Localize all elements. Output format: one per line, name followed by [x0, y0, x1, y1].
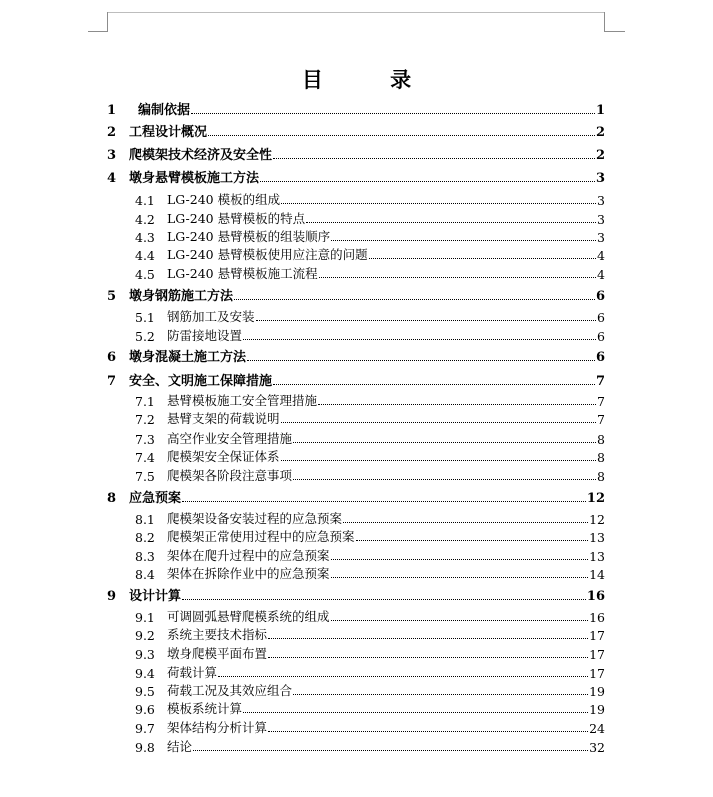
toc-entry-page-number: 3 — [597, 193, 605, 208]
toc-entry[interactable] — [107, 663, 605, 681]
toc-dot-leader — [247, 360, 595, 361]
toc-entry-number: 7 — [107, 374, 117, 389]
toc-dot-leader — [281, 422, 597, 423]
toc-entry-label: 墩身钢筋施工方法 — [129, 289, 234, 304]
toc-entry-label: 编制依据 — [129, 103, 191, 118]
toc-entry[interactable] — [107, 509, 605, 527]
toc-entry-page-number: 16 — [586, 589, 605, 604]
toc-entry-label: 爬模架设备安装过程的应急预案 — [167, 511, 343, 526]
toc-entry-page-number: 4 — [597, 267, 605, 282]
toc-entry-label: 工程设计概况 — [129, 125, 208, 140]
toc-entry-number: 5 — [107, 289, 117, 304]
toc-entry[interactable] — [107, 371, 605, 389]
toc-entry-page-number: 32 — [589, 740, 605, 755]
toc-entry-page-number: 7 — [597, 394, 605, 409]
toc-entry-label: 应急预案 — [129, 491, 182, 506]
toc-entry-label: 模板系统计算 — [167, 701, 243, 716]
toc-dot-leader — [260, 181, 595, 182]
toc-entry-label: 钢筋加工及安装 — [167, 309, 255, 324]
toc-dot-leader — [234, 299, 595, 300]
toc-entry[interactable] — [107, 546, 605, 564]
toc-entry-number: 9 — [107, 589, 117, 604]
toc-entry-number: 5.2 — [135, 329, 155, 344]
toc-entry-page-number: 14 — [589, 567, 605, 582]
toc-entry-label: 荷载工况及其效应组合 — [167, 683, 293, 698]
toc-entry[interactable] — [107, 699, 605, 717]
toc-entry[interactable] — [107, 409, 605, 427]
toc-entry-label: 设计计算 — [129, 589, 182, 604]
toc-dot-leader — [268, 657, 588, 658]
toc-entry[interactable] — [107, 245, 605, 263]
toc-entry[interactable] — [107, 466, 605, 484]
toc-dot-leader — [182, 501, 586, 502]
toc-entry-number: 5.1 — [135, 310, 155, 325]
crop-mark-top-left-horizontal — [88, 31, 108, 32]
toc-dot-leader — [218, 676, 588, 677]
toc-entry-page-number: 8 — [597, 450, 605, 465]
toc-entry-number: 4.2 — [135, 212, 155, 227]
toc-entry-number: 9.3 — [135, 647, 155, 662]
toc-entry-page-number: 13 — [589, 549, 605, 564]
toc-entry-number: 9.4 — [135, 666, 155, 681]
toc-entry-number: 7.4 — [135, 450, 155, 465]
toc-entry-label: 墩身悬臂模板施工方法 — [129, 171, 260, 186]
toc-dot-leader — [281, 460, 597, 461]
toc-entry-number: 1 — [107, 103, 117, 118]
toc-entry[interactable] — [107, 347, 605, 365]
crop-mark-top-left-vertical — [107, 12, 108, 32]
toc-dot-leader — [268, 731, 588, 732]
toc-entry-number: 9.2 — [135, 628, 155, 643]
toc-entry-page-number: 12 — [589, 512, 605, 527]
toc-entry[interactable] — [107, 286, 605, 304]
toc-entry[interactable] — [107, 100, 605, 118]
toc-entry[interactable] — [107, 607, 605, 625]
toc-dot-leader — [331, 559, 589, 560]
toc-entry-number: 9.5 — [135, 684, 155, 699]
toc-entry-number: 4.5 — [135, 267, 155, 282]
toc-entry[interactable] — [107, 391, 605, 409]
toc-entry[interactable] — [107, 429, 605, 447]
toc-dot-leader — [331, 577, 589, 578]
toc-entry-page-number: 24 — [589, 721, 605, 736]
toc-entry[interactable] — [107, 326, 605, 344]
toc-dot-leader — [273, 384, 595, 385]
toc-dot-leader — [191, 113, 595, 114]
toc-entry-label: LG-240 悬臂模板的特点 — [167, 211, 306, 226]
toc-entry-label: 结论 — [167, 739, 193, 754]
toc-entry-number: 9.8 — [135, 740, 155, 755]
toc-entry-label: 荷载计算 — [167, 665, 218, 680]
toc-entry-number: 6 — [107, 350, 117, 365]
toc-entry-page-number: 3 — [597, 212, 605, 227]
toc-entry[interactable] — [107, 644, 605, 662]
toc-entry-number: 4.4 — [135, 248, 155, 263]
toc-entry-label: LG-240 悬臂模板施工流程 — [167, 266, 318, 281]
toc-entry[interactable] — [107, 264, 605, 282]
toc-dot-leader — [369, 258, 596, 259]
page-top-border — [108, 12, 605, 13]
toc-entry-number: 7.2 — [135, 412, 155, 427]
toc-entry[interactable] — [107, 488, 605, 506]
toc-entry-number: 9.7 — [135, 721, 155, 736]
toc-entry[interactable] — [107, 681, 605, 699]
toc-entry[interactable] — [107, 586, 605, 604]
toc-entry[interactable] — [107, 307, 605, 325]
toc-dot-leader — [293, 694, 588, 695]
toc-entry-label: 墩身混凝土施工方法 — [129, 350, 247, 365]
toc-entry[interactable] — [107, 168, 605, 186]
toc-entry-number: 7.3 — [135, 432, 155, 447]
toc-entry-number: 8.2 — [135, 530, 155, 545]
toc-dot-leader — [208, 135, 595, 136]
toc-entry[interactable] — [107, 527, 605, 545]
toc-entry[interactable] — [107, 190, 605, 208]
toc-dot-leader — [331, 620, 589, 621]
toc-entry-label: 爬模架各阶段注意事项 — [167, 468, 293, 483]
toc-entry-label: 防雷接地设置 — [167, 328, 243, 343]
toc-entry-page-number: 17 — [589, 666, 605, 681]
toc-entry-number: 8 — [107, 491, 117, 506]
toc-entry-label: LG-240 模板的组成 — [167, 192, 281, 207]
toc-entry-number: 9.6 — [135, 702, 155, 717]
toc-title: 目 录 — [301, 67, 442, 92]
toc-dot-leader — [182, 599, 586, 600]
toc-dot-leader — [319, 277, 596, 278]
toc-entry-page-number: 2 — [595, 125, 605, 140]
toc-dot-leader — [256, 320, 597, 321]
toc-entry-label: 悬臂支架的荷载说明 — [167, 411, 280, 426]
toc-entry-number: 8.4 — [135, 567, 155, 582]
toc-entry[interactable] — [107, 447, 605, 465]
toc-dot-leader — [318, 404, 596, 405]
toc-entry-number: 4.3 — [135, 230, 155, 245]
toc-entry-page-number: 6 — [597, 310, 605, 325]
toc-dot-leader — [306, 222, 596, 223]
toc-entry-label: 墩身爬模平面布置 — [167, 646, 268, 661]
toc-entry-page-number: 8 — [597, 469, 605, 484]
toc-dot-leader — [293, 442, 596, 443]
toc-entry[interactable] — [107, 209, 605, 227]
toc-entry-label: 爬模架正常使用过程中的应急预案 — [167, 529, 355, 544]
toc-entry-label: 爬模架安全保证体系 — [167, 449, 280, 464]
toc-entry-number: 3 — [107, 148, 117, 163]
toc-entry-label: 安全、文明施工保障措施 — [129, 374, 273, 389]
toc-entry-page-number: 3 — [595, 171, 605, 186]
toc-dot-leader — [281, 203, 596, 204]
toc-entry-label: 可调圆弧悬臂爬模系统的组成 — [167, 609, 330, 624]
toc-dot-leader — [293, 479, 596, 480]
toc-entry[interactable] — [107, 145, 605, 163]
toc-entry-page-number: 3 — [597, 230, 605, 245]
toc-entry-page-number: 6 — [597, 329, 605, 344]
toc-entry-number: 7.5 — [135, 469, 155, 484]
toc-entry-label: 高空作业安全管理措施 — [167, 431, 293, 446]
toc-entry-number: 8.3 — [135, 549, 155, 564]
toc-entry[interactable] — [107, 227, 605, 245]
toc-entry-page-number: 1 — [595, 103, 605, 118]
toc-entry-page-number: 16 — [589, 610, 605, 625]
crop-mark-top-right-horizontal — [605, 31, 625, 32]
toc-entry-number: 4 — [107, 171, 117, 186]
toc-entry-number: 8.1 — [135, 512, 155, 527]
toc-entry[interactable] — [107, 737, 605, 755]
toc-entry-number: 2 — [107, 125, 117, 140]
crop-mark-top-right-vertical — [604, 12, 605, 32]
toc-entry-label: 系统主要技术指标 — [167, 627, 268, 642]
toc-entry[interactable] — [107, 564, 605, 582]
toc-entry-number: 7.1 — [135, 394, 155, 409]
toc-entry-label: 架体结构分析计算 — [167, 720, 268, 735]
toc-entry-page-number: 2 — [595, 148, 605, 163]
toc-dot-leader — [343, 522, 588, 523]
toc-dot-leader — [273, 158, 595, 159]
toc-entry-page-number: 17 — [589, 647, 605, 662]
toc-dot-leader — [193, 750, 588, 751]
toc-entry-page-number: 12 — [586, 491, 605, 506]
toc-entry-label: 爬模架技术经济及安全性 — [129, 148, 273, 163]
toc-dot-leader — [268, 638, 588, 639]
toc-dot-leader — [243, 712, 588, 713]
toc-entry-page-number: 6 — [595, 289, 605, 304]
toc-entry-page-number: 13 — [589, 530, 605, 545]
toc-entry[interactable] — [107, 625, 605, 643]
toc-entry-number: 9.1 — [135, 610, 155, 625]
toc-dot-leader — [331, 240, 596, 241]
toc-entry-page-number: 17 — [589, 628, 605, 643]
toc-entry-page-number: 7 — [597, 412, 605, 427]
toc-entry-page-number: 4 — [597, 248, 605, 263]
toc-entry-page-number: 7 — [595, 374, 605, 389]
toc-entry-page-number: 6 — [595, 350, 605, 365]
toc-entry-label: LG-240 悬臂模板使用应注意的问题 — [167, 247, 368, 262]
toc-dot-leader — [356, 540, 589, 541]
toc-entry-label: 架体在爬升过程中的应急预案 — [167, 548, 330, 563]
toc-entry-number: 4.1 — [135, 193, 155, 208]
toc-entry-label: 架体在拆除作业中的应急预案 — [167, 566, 330, 581]
toc-entry[interactable] — [107, 718, 605, 736]
toc-entry-page-number: 19 — [589, 684, 605, 699]
toc-entry-label: 悬臂模板施工安全管理措施 — [167, 393, 318, 408]
toc-entry-page-number: 8 — [597, 432, 605, 447]
toc-entry-label: LG-240 悬臂模板的组装顺序 — [167, 229, 331, 244]
toc-entry-page-number: 19 — [589, 702, 605, 717]
toc-entry[interactable] — [107, 122, 605, 140]
toc-dot-leader — [243, 339, 596, 340]
